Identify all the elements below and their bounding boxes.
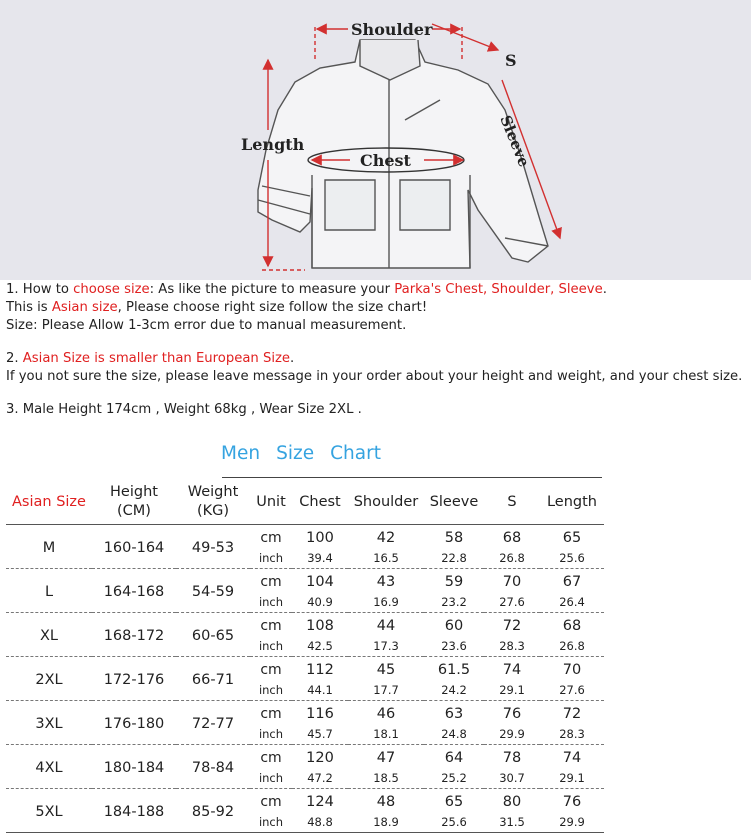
cm-value-cell: 104 <box>306 574 334 590</box>
inch-value-cell: 28.3 <box>484 637 540 657</box>
cm-value-cell: 47 <box>376 750 396 766</box>
cm-value-cell: 68 <box>562 618 582 634</box>
cm-value-cell: 72 <box>562 706 582 722</box>
cm-value-cell: 100 <box>306 530 334 546</box>
sleeve-label: Sleeve <box>496 112 534 170</box>
cm-value-cell: 65 <box>562 530 582 546</box>
cm-value-cell: 43 <box>376 574 396 590</box>
unit-cm-cell: cm <box>260 706 282 722</box>
weight-cell: 54-59 <box>176 569 250 613</box>
weight-cell: 78-84 <box>176 745 250 789</box>
cm-value-cell: 61.5 <box>437 662 471 678</box>
inch-value-cell: 27.6 <box>540 681 604 701</box>
table-row-cm <box>6 657 604 682</box>
size-cell: L <box>6 569 92 613</box>
inch-value-cell: 39.4 <box>292 549 348 569</box>
cm-value-cell: 42 <box>376 530 396 546</box>
inch-value-cell: 40.9 <box>292 593 348 613</box>
height-cell: 180-184 <box>92 745 176 789</box>
inch-value-cell: 23.6 <box>424 637 484 657</box>
size-chart-title: Men Size Chart <box>221 443 381 464</box>
table-body <box>6 525 604 833</box>
cm-value-cell: 112 <box>306 662 334 678</box>
cm-value-cell: 44 <box>376 618 396 634</box>
inch-value-cell: 29.1 <box>540 769 604 789</box>
size-cell: 3XL <box>6 701 92 745</box>
size-cell: 2XL <box>6 657 92 701</box>
col-asian-size: Asian Size <box>12 493 86 510</box>
inch-value-cell: 26.8 <box>540 637 604 657</box>
unit-inch-cell: inch <box>250 681 292 701</box>
shoulder-label: Shoulder <box>351 20 433 39</box>
height-cell: 160-164 <box>92 525 176 569</box>
weight-cell: 72-77 <box>176 701 250 745</box>
measurement-diagram <box>0 0 751 280</box>
unit-cm-cell: cm <box>260 574 282 590</box>
inch-value-cell: 22.8 <box>424 549 484 569</box>
unit-inch-cell: inch <box>250 813 292 833</box>
col-unit: Unit <box>256 493 286 510</box>
unit-inch-cell: inch <box>250 769 292 789</box>
unit-cm-cell: cm <box>260 662 282 678</box>
inch-value-cell: 31.5 <box>484 813 540 833</box>
table-row-cm <box>6 789 604 814</box>
cm-value-cell: 59 <box>444 574 464 590</box>
cm-value-cell: 80 <box>502 794 522 810</box>
size-notes <box>6 281 751 419</box>
cm-value-cell: 120 <box>306 750 334 766</box>
cm-value-cell: 64 <box>444 750 464 766</box>
col-height: Height (CM) <box>110 484 158 519</box>
cm-value-cell: 70 <box>562 662 582 678</box>
inch-value-cell: 47.2 <box>292 769 348 789</box>
unit-inch-cell: inch <box>250 725 292 745</box>
inch-value-cell: 18.1 <box>348 725 424 745</box>
table-row-cm <box>6 569 604 594</box>
inch-value-cell: 17.7 <box>348 681 424 701</box>
weight-cell: 66-71 <box>176 657 250 701</box>
size-cell: XL <box>6 613 92 657</box>
inch-value-cell: 25.6 <box>540 549 604 569</box>
cm-value-cell: 60 <box>444 618 464 634</box>
unit-inch-cell: inch <box>250 549 292 569</box>
s-label: S <box>505 51 517 70</box>
height-cell: 176-180 <box>92 701 176 745</box>
col-length: Length <box>546 493 597 510</box>
height-cell: 164-168 <box>92 569 176 613</box>
cm-value-cell: 65 <box>444 794 464 810</box>
inch-value-cell: 24.2 <box>424 681 484 701</box>
inch-value-cell: 44.1 <box>292 681 348 701</box>
cm-value-cell: 76 <box>562 794 582 810</box>
table-header-row <box>6 480 604 525</box>
height-cell: 168-172 <box>92 613 176 657</box>
inch-value-cell: 30.7 <box>484 769 540 789</box>
title-divider <box>222 477 602 478</box>
inch-value-cell: 25.6 <box>424 813 484 833</box>
weight-cell: 60-65 <box>176 613 250 657</box>
cm-value-cell: 70 <box>502 574 522 590</box>
length-label: Length <box>241 135 305 154</box>
cm-value-cell: 78 <box>502 750 522 766</box>
cm-value-cell: 67 <box>562 574 582 590</box>
table-row-cm <box>6 745 604 770</box>
col-weight: Weight (KG) <box>187 484 239 519</box>
unit-cm-cell: cm <box>260 794 282 810</box>
unit-cm-cell: cm <box>260 618 282 634</box>
weight-cell: 85-92 <box>176 789 250 833</box>
inch-value-cell: 16.9 <box>348 593 424 613</box>
cm-value-cell: 72 <box>502 618 522 634</box>
col-sleeve: Sleeve <box>429 493 479 510</box>
cm-value-cell: 116 <box>306 706 334 722</box>
height-cell: 172-176 <box>92 657 176 701</box>
size-cell: 4XL <box>6 745 92 789</box>
inch-value-cell: 18.5 <box>348 769 424 789</box>
col-s: S <box>507 493 517 510</box>
cm-value-cell: 58 <box>444 530 464 546</box>
inch-value-cell: 26.8 <box>484 549 540 569</box>
inch-value-cell: 45.7 <box>292 725 348 745</box>
table-row-cm <box>6 525 604 550</box>
note-line-5: If you not sure the size, please leave message in your order about your height and weight, and your chest size. <box>6 369 743 384</box>
col-chest: Chest <box>299 493 341 510</box>
cm-value-cell: 76 <box>502 706 522 722</box>
inch-value-cell: 29.9 <box>484 725 540 745</box>
note-line-6: 3. Male Height 174cm , Weight 68kg , Wear Size 2XL . <box>6 402 362 417</box>
weight-cell: 49-53 <box>176 525 250 569</box>
chest-label: Chest <box>360 151 411 170</box>
note-line-1: 1. How to choose size: As like the picture to measure your Parka's Chest, Shoulder, Sleeve. <box>6 282 607 297</box>
size-cell: 5XL <box>6 789 92 833</box>
size-chart-table <box>6 480 604 833</box>
unit-inch-cell: inch <box>250 637 292 657</box>
note-line-4: 2. Asian Size is smaller than European Size. <box>6 351 295 366</box>
inch-value-cell: 24.8 <box>424 725 484 745</box>
cm-value-cell: 68 <box>502 530 522 546</box>
table-row-cm <box>6 613 604 638</box>
note-line-3: Size: Please Allow 1-3cm error due to manual measurement. <box>6 318 407 333</box>
inch-value-cell: 48.8 <box>292 813 348 833</box>
unit-inch-cell: inch <box>250 593 292 613</box>
col-shoulder: Shoulder <box>353 493 419 510</box>
cm-value-cell: 63 <box>444 706 464 722</box>
height-cell: 184-188 <box>92 789 176 833</box>
table-row-cm <box>6 701 604 726</box>
inch-value-cell: 28.3 <box>540 725 604 745</box>
cm-value-cell: 46 <box>376 706 396 722</box>
inch-value-cell: 42.5 <box>292 637 348 657</box>
cm-value-cell: 108 <box>306 618 334 634</box>
cm-value-cell: 48 <box>376 794 396 810</box>
inch-value-cell: 27.6 <box>484 593 540 613</box>
inch-value-cell: 23.2 <box>424 593 484 613</box>
size-cell: M <box>6 525 92 569</box>
inch-value-cell: 17.3 <box>348 637 424 657</box>
cm-value-cell: 45 <box>376 662 396 678</box>
inch-value-cell: 29.9 <box>540 813 604 833</box>
inch-value-cell: 18.9 <box>348 813 424 833</box>
cm-value-cell: 74 <box>562 750 582 766</box>
cm-value-cell: 124 <box>306 794 334 810</box>
inch-value-cell: 26.4 <box>540 593 604 613</box>
jacket-illustration <box>0 0 751 280</box>
note-line-2: This is Asian size, Please choose right size follow the size chart! <box>6 300 428 315</box>
cm-value-cell: 74 <box>502 662 522 678</box>
unit-cm-cell: cm <box>260 750 282 766</box>
inch-value-cell: 25.2 <box>424 769 484 789</box>
unit-cm-cell: cm <box>260 530 282 546</box>
inch-value-cell: 16.5 <box>348 549 424 569</box>
inch-value-cell: 29.1 <box>484 681 540 701</box>
